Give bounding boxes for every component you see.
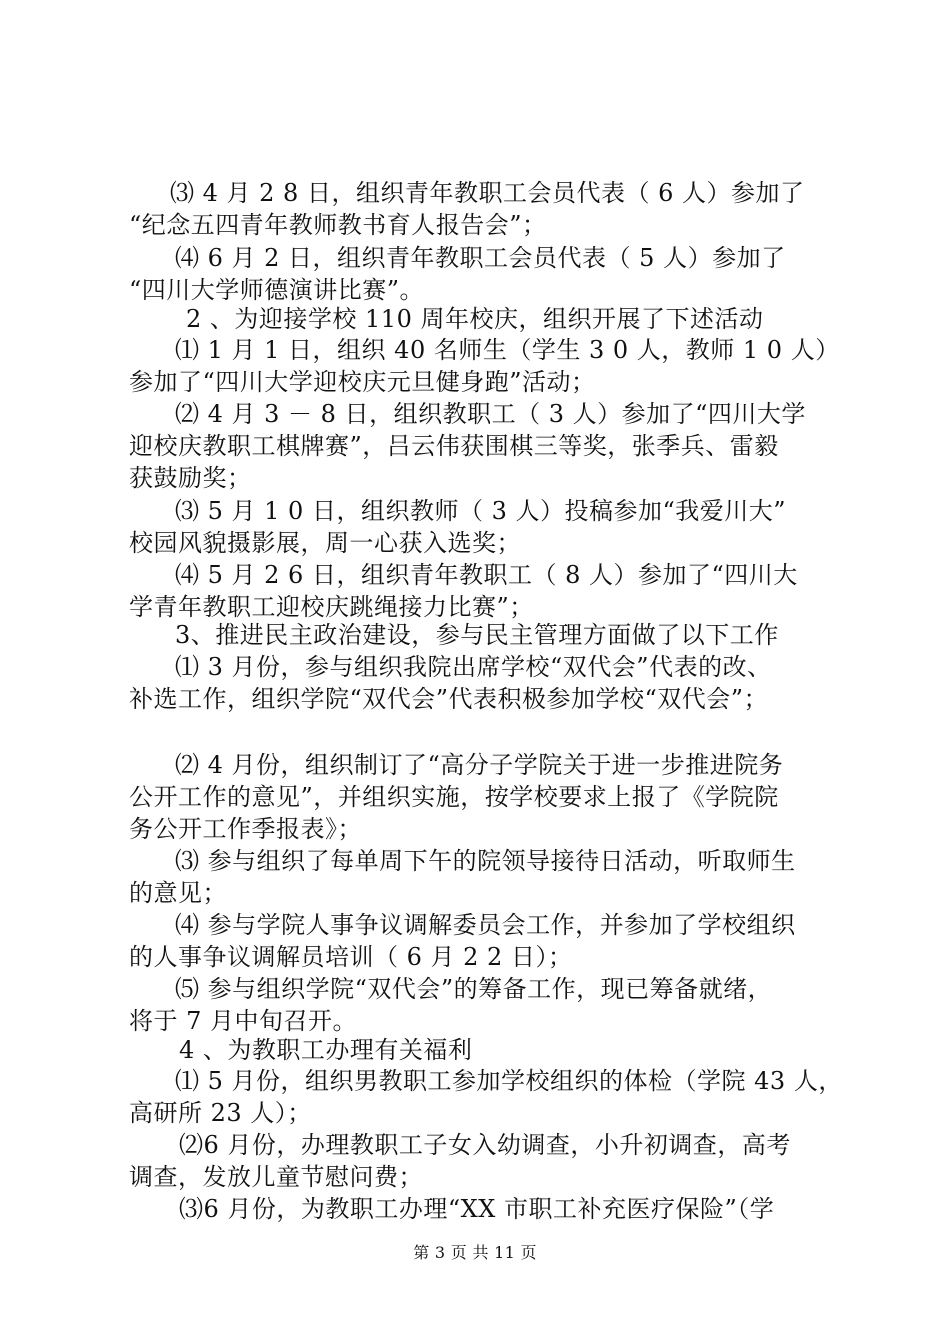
text-line: ⑶ 4 月 2 8 日，组织青年教职工会员代表（ 6 人）参加了 (170, 179, 805, 207)
text-line: 高研所 23 人）； (129, 1099, 312, 1127)
text-line: “纪念五四青年教师教书育人报告会”； (129, 211, 547, 239)
text-line: ⑵ 4 月 3 － 8 日，组织教职工（ 3 人）参加了“四川大学 (175, 400, 806, 428)
text-line: ⑴ 3 月份，参与组织我院出席学校“双代会”代表的改、 (175, 653, 772, 681)
text-line: 学青年教职工迎校庆跳绳接力比赛”； (129, 593, 534, 621)
section-heading: 4 、为教职工办理有关福利 (179, 1036, 473, 1064)
text-line: 的人事争议调解员培训（ 6 月 2 2 日）； (129, 943, 573, 971)
text-line: ⑵6 月份，办理教职工子女入幼调查，小升初调查，高考 (179, 1131, 791, 1159)
text-line: ⑴ 1 月 1 日，组织 40 名师生（学生 3 0 人，教师 1 0 人） (175, 336, 840, 364)
text-line: 迎校庆教职工棋牌赛”，吕云伟获围棋三等奖，张季兵、雷毅 (129, 432, 779, 460)
text-line: ⑷ 6 月 2 日，组织青年教职工会员代表（ 5 人）参加了 (175, 244, 786, 272)
text-line: 参加了“四川大学迎校庆元旦健身跑”活动； (129, 368, 596, 396)
section-heading: 3、推进民主政治建设，参与民主管理方面做了以下工作 (175, 621, 779, 649)
text-line: 公开工作的意见”，并组织实施，按学校要求上报了《学院院 (129, 783, 779, 811)
text-line: ⑴ 5 月份，组织男教职工参加学校组织的体检（学院 43 人， (175, 1067, 843, 1095)
text-line: ⑷ 参与学院人事争议调解委员会工作，并参加了学校组织 (175, 911, 796, 939)
text-line: 补选工作，组织学院“双代会”代表积极参加学校“双代会”； (129, 685, 769, 713)
text-line: 务公开工作季报表》； (129, 815, 362, 843)
text-line: ⑵ 4 月份，组织制订了“高分子学院关于进一步推进院务 (175, 751, 784, 779)
page-footer: 第 3 页 共 11 页 (413, 1243, 537, 1262)
text-line: ⑶6 月份，为教职工办理“XX 市职工补充医疗保险”（学 (179, 1195, 775, 1223)
text-line: ⑶ 5 月 1 0 日，组织教师（ 3 人）投稿参加“我爱川大” (175, 497, 787, 525)
section-heading: 2 、为迎接学校 110 周年校庆，组织开展了下述活动 (186, 305, 764, 333)
text-line: 将于 7 月中旬召开。 (129, 1007, 358, 1035)
text-line: ⑶ 参与组织了每单周下午的院领导接待日活动，听取师生 (175, 847, 796, 875)
text-line: 获鼓励奖； (129, 464, 252, 492)
text-line: ⑷ 5 月 2 6 日，组织青年教职工（ 8 人）参加了“四川大 (175, 561, 798, 589)
text-line: 校园风貌摄影展，周一心获入选奖； (129, 529, 521, 557)
text-line: ⑸ 参与组织学院“双代会”的筹备工作，现已筹备就绪， (175, 975, 773, 1003)
text-line: “四川大学师德演讲比赛”。 (129, 276, 425, 304)
text-line: 的意见； (129, 879, 227, 907)
text-line: 调查，发放儿童节慰问费； (129, 1163, 423, 1191)
